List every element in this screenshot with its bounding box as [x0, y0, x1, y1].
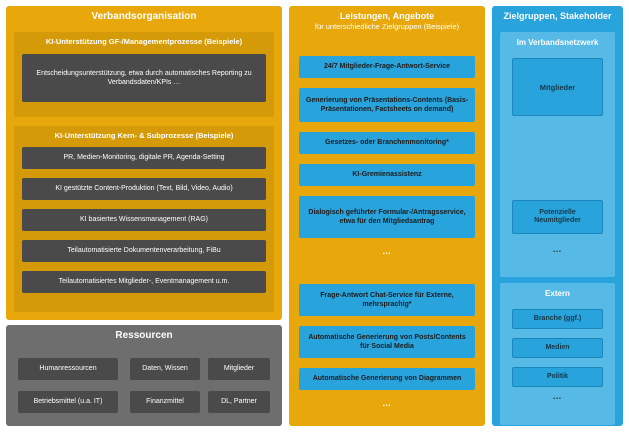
leistung-ki-gremienassistenz: KI-Gremienassistenz — [299, 164, 475, 186]
item-entscheidungsunterstuetzung: Entscheidungsunterstützung, etwa durch automatisches Reporting zu Verbandsdaten/KPIs … — [22, 54, 266, 102]
panel-zielgruppen-stakeholder — [492, 6, 623, 426]
zielgruppe-medien: Medien — [512, 338, 603, 358]
leistungen-ellipsis-mid: … — [382, 246, 392, 256]
verbandsnetzwerk-ellipsis: … — [552, 244, 563, 254]
group-label-gf: KI-Unterstützung GF-/Managementprozesse (Beispiele) — [45, 37, 243, 46]
item-content-produktion: KI gestützte Content-Produktion (Text, Bild, Video, Audio) — [22, 178, 266, 200]
subpanel-title-verbandsnetzwerk: Im Verbandsnetzwerk — [516, 38, 599, 47]
panel-subtitle-leistungen: für unterschiedliche Zielgruppen (Beispiele) — [314, 22, 460, 32]
subpanel-im-verbandsnetzwerk — [500, 32, 615, 277]
subpanel-title-extern: Extern — [545, 289, 570, 298]
panel-leistungen-angebote — [289, 6, 485, 426]
item-dokumentenverarbeitung: Teilautomatisierte Dokumentenverarbeitung, FiBu — [22, 240, 266, 262]
panel-title-verbandsorganisation: Verbandsorganisation — [91, 11, 197, 22]
leistung-mitglieder-frage-antwort: 24/7 Mitglieder-Frage-Antwort-Service — [299, 56, 475, 78]
res-item-dl-partner: DL, Partner — [208, 391, 270, 413]
leistung-praesentations-contents: Generierung von Präsentations-Contents (Basis-Präsentationen, Factsheets on demand) — [299, 88, 475, 122]
item-wissensmanagement-rag: KI basiertes Wissensmanagement (RAG) — [22, 209, 266, 231]
panel-title-ressourcen: Ressourcen — [115, 330, 173, 341]
item-pr-medien-monitoring: PR, Medien-Monitoring, digitale PR, Agenda-Setting — [22, 147, 266, 169]
leistung-formular-antragsservice: Dialogisch geführter Formular-/Antragsservice, etwa für den Mitgliedsantrag — [299, 196, 475, 238]
res-item-mitglieder: Mitglieder — [208, 358, 270, 380]
zielgruppe-politik: Politik — [512, 367, 603, 387]
leistung-gesetzes-branchenmonitoring: Gesetzes- oder Branchenmonitoring* — [299, 132, 475, 154]
item-mitglieder-eventmanagement: Teilautomatisiertes Mitglieder-, Eventmanagement u.m. — [22, 271, 266, 293]
res-item-daten-wissen: Daten, Wissen — [130, 358, 200, 380]
group-label-kern: KI-Unterstützung Kern- & Subprozesse (Beispiele) — [54, 131, 234, 140]
leistung-chat-service-externe: Frage-Antwort Chat-Service für Externe, mehrsprachig* — [299, 284, 475, 316]
zielgruppe-potenzielle-neumitglieder: Potenzielle Neumitglieder — [512, 200, 603, 234]
zielgruppe-mitglieder: Mitglieder — [512, 58, 603, 116]
res-item-finanzmittel: Finanzmittel — [130, 391, 200, 413]
panel-title-leistungen: Leistungen, Angebote — [339, 11, 435, 21]
panel-verbandsorganisation — [6, 6, 282, 320]
panel-ressourcen — [6, 325, 282, 426]
panel-title-zielgruppen: Zielgruppen, Stakeholder — [503, 11, 612, 21]
leistungen-ellipsis-end: … — [382, 398, 392, 408]
res-item-humanressourcen: Humanressourcen — [18, 358, 118, 380]
subpanel-extern — [500, 283, 615, 425]
group-gf-managementprozesse — [14, 32, 274, 117]
leistung-diagramme-generierung: Automatische Generierung von Diagrammen — [299, 368, 475, 390]
leistung-social-media-posts: Automatische Generierung von Posts/Contents für Social Media — [299, 326, 475, 358]
extern-ellipsis: … — [552, 391, 563, 401]
res-item-betriebsmittel: Betriebsmittel (u.a. IT) — [18, 391, 118, 413]
group-kern-subprozesse — [14, 126, 274, 312]
zielgruppe-branche: Branche (ggf.) — [512, 309, 603, 329]
